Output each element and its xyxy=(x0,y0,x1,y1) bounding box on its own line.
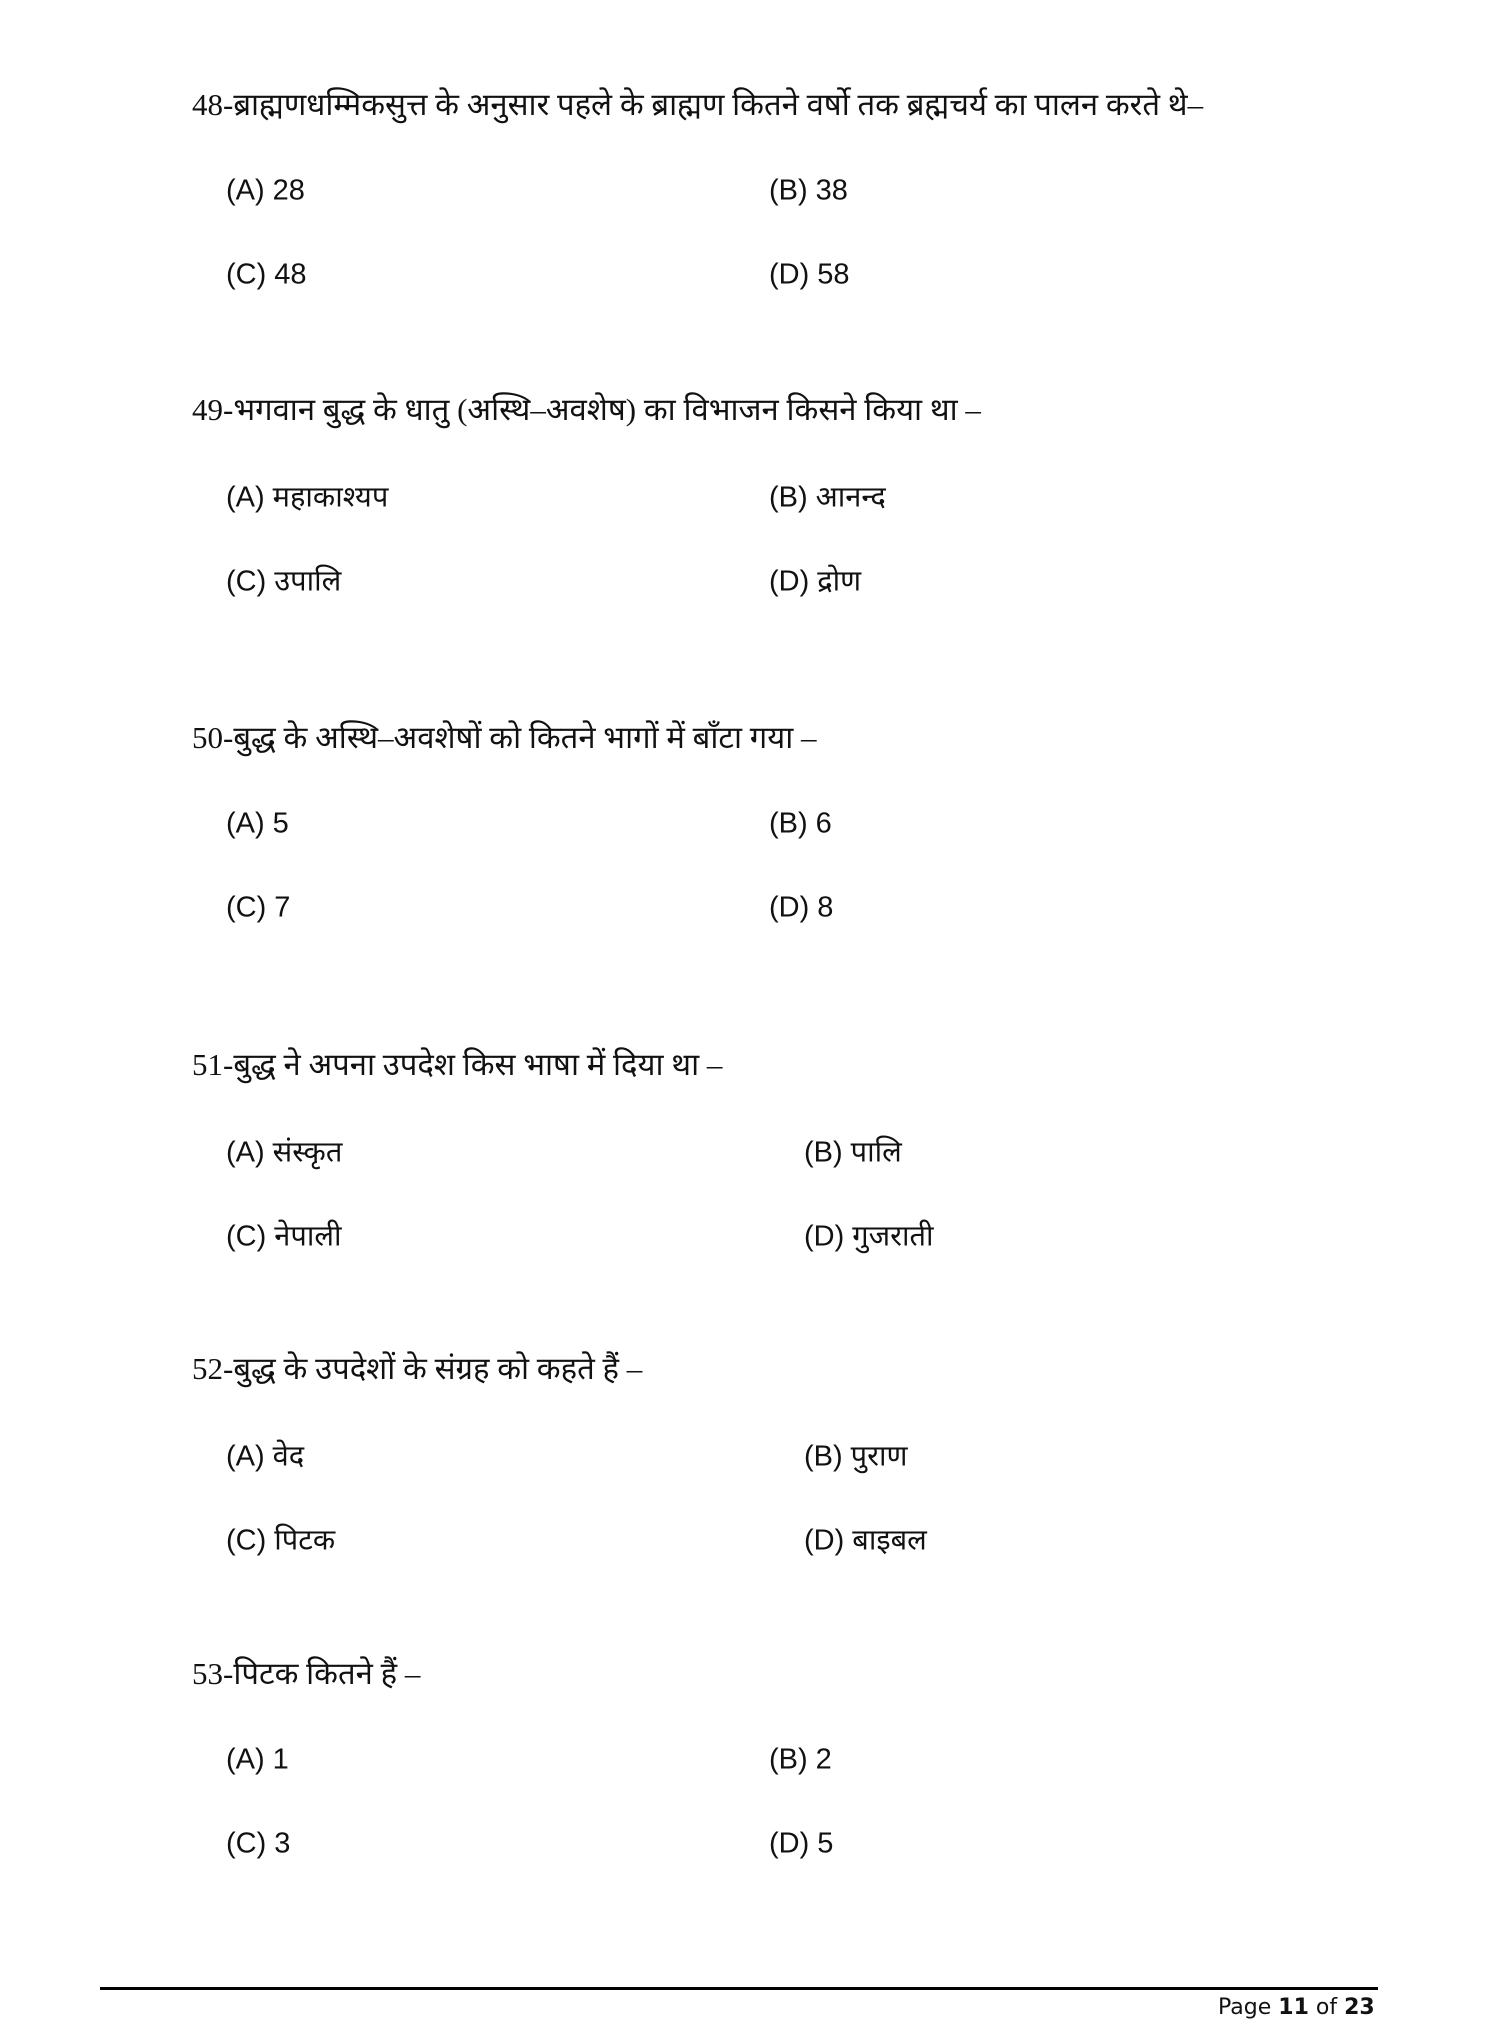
option-text: वेद xyxy=(272,1440,305,1473)
option-c xyxy=(226,1520,335,1559)
option-label: (B) xyxy=(769,1743,808,1776)
option-d xyxy=(769,892,833,925)
option-text: 38 xyxy=(815,174,848,207)
option-label: (A) xyxy=(226,1743,265,1776)
option-c xyxy=(226,561,341,600)
option-label: (C) xyxy=(226,1220,267,1253)
option-text: पिटक xyxy=(274,1524,336,1557)
question-text: 51-बुद्ध ने अपना उपदेश किस भाषा में दिया था – xyxy=(192,1047,723,1082)
option-text: आनन्द xyxy=(815,481,886,514)
option-label: (A) xyxy=(226,174,265,207)
option-a xyxy=(226,1744,289,1777)
option-label: (B) xyxy=(804,1440,843,1473)
option-c xyxy=(226,259,307,292)
option-label: (B) xyxy=(769,174,808,207)
option-text: पुराण xyxy=(850,1440,908,1473)
option-b xyxy=(769,1744,832,1777)
option-a xyxy=(226,1132,342,1171)
option-label: (B) xyxy=(769,807,808,840)
option-label: (C) xyxy=(226,1524,267,1557)
option-c xyxy=(226,1828,290,1861)
option-a xyxy=(226,808,289,841)
page-number xyxy=(1218,1995,1375,2020)
option-label: (A) xyxy=(226,1136,265,1169)
option-text: 6 xyxy=(815,807,832,840)
option-text: 3 xyxy=(274,1827,291,1860)
option-label: (D) xyxy=(804,1524,845,1557)
option-b xyxy=(769,477,886,516)
option-text: पालि xyxy=(850,1136,902,1169)
current-page: 11 xyxy=(1278,1995,1309,2020)
option-text: नेपाली xyxy=(274,1220,342,1253)
option-a xyxy=(226,1436,304,1475)
option-label: (C) xyxy=(226,891,267,924)
option-label: (B) xyxy=(804,1136,843,1169)
option-b xyxy=(804,1132,902,1171)
option-label: (C) xyxy=(226,258,267,291)
option-label: (D) xyxy=(769,891,810,924)
question-text: 53-पिटक कितने हैं – xyxy=(192,1656,421,1691)
option-label: (A) xyxy=(226,481,265,514)
option-label: (C) xyxy=(226,1827,267,1860)
option-c xyxy=(226,892,290,925)
question-text: 50-बुद्ध के अस्थि–अवशेषों को कितने भागों में बाँटा गया – xyxy=(192,720,817,755)
option-text: द्रोण xyxy=(817,565,862,598)
question-text: 48-ब्राह्मणधम्मिकसुत्त के अनुसार पहले के ब्राह्मण कितने वर्षो तक ब्रह्मचर्य का पालन करते थे– xyxy=(192,87,1204,122)
option-d xyxy=(804,1520,927,1559)
option-text: 58 xyxy=(817,258,850,291)
option-label: (D) xyxy=(769,565,810,598)
option-a xyxy=(226,175,305,208)
option-text: 1 xyxy=(272,1743,289,1776)
option-b xyxy=(769,175,848,208)
option-text: गुजराती xyxy=(852,1220,934,1253)
option-text: 8 xyxy=(817,891,834,924)
option-d xyxy=(804,1216,934,1255)
option-text: 28 xyxy=(272,174,305,207)
question-text: 49-भगवान बुद्ध के धातु (अस्थि–अवशेष) का विभाजन किसने किया था – xyxy=(192,392,981,427)
option-label: (A) xyxy=(226,807,265,840)
option-d xyxy=(769,1828,833,1861)
option-label: (D) xyxy=(769,1827,810,1860)
option-text: 5 xyxy=(817,1827,834,1860)
question-text: 52-बुद्ध के उपदेशों के संग्रह को कहते हैं – xyxy=(192,1351,643,1386)
option-label: (C) xyxy=(226,565,267,598)
page-word: Page xyxy=(1218,1995,1272,2020)
option-text: 2 xyxy=(815,1743,832,1776)
option-c xyxy=(226,1216,342,1255)
option-b xyxy=(804,1436,907,1475)
option-a xyxy=(226,477,388,516)
option-d xyxy=(769,561,861,600)
option-label: (D) xyxy=(804,1220,845,1253)
option-label: (D) xyxy=(769,258,810,291)
option-b xyxy=(769,808,832,841)
option-text: महाकाश्यप xyxy=(272,481,389,514)
of-word: of xyxy=(1315,1995,1338,2020)
option-label: (A) xyxy=(226,1440,265,1473)
option-text: उपालि xyxy=(274,565,342,598)
footer-divider xyxy=(100,1987,1378,1990)
option-d xyxy=(769,259,850,292)
total-pages: 23 xyxy=(1344,1995,1375,2020)
option-text: 7 xyxy=(274,891,291,924)
option-label: (B) xyxy=(769,481,808,514)
option-text: 48 xyxy=(274,258,307,291)
option-text: संस्कृत xyxy=(272,1136,343,1169)
option-text: बाइबल xyxy=(852,1524,927,1557)
option-text: 5 xyxy=(272,807,289,840)
